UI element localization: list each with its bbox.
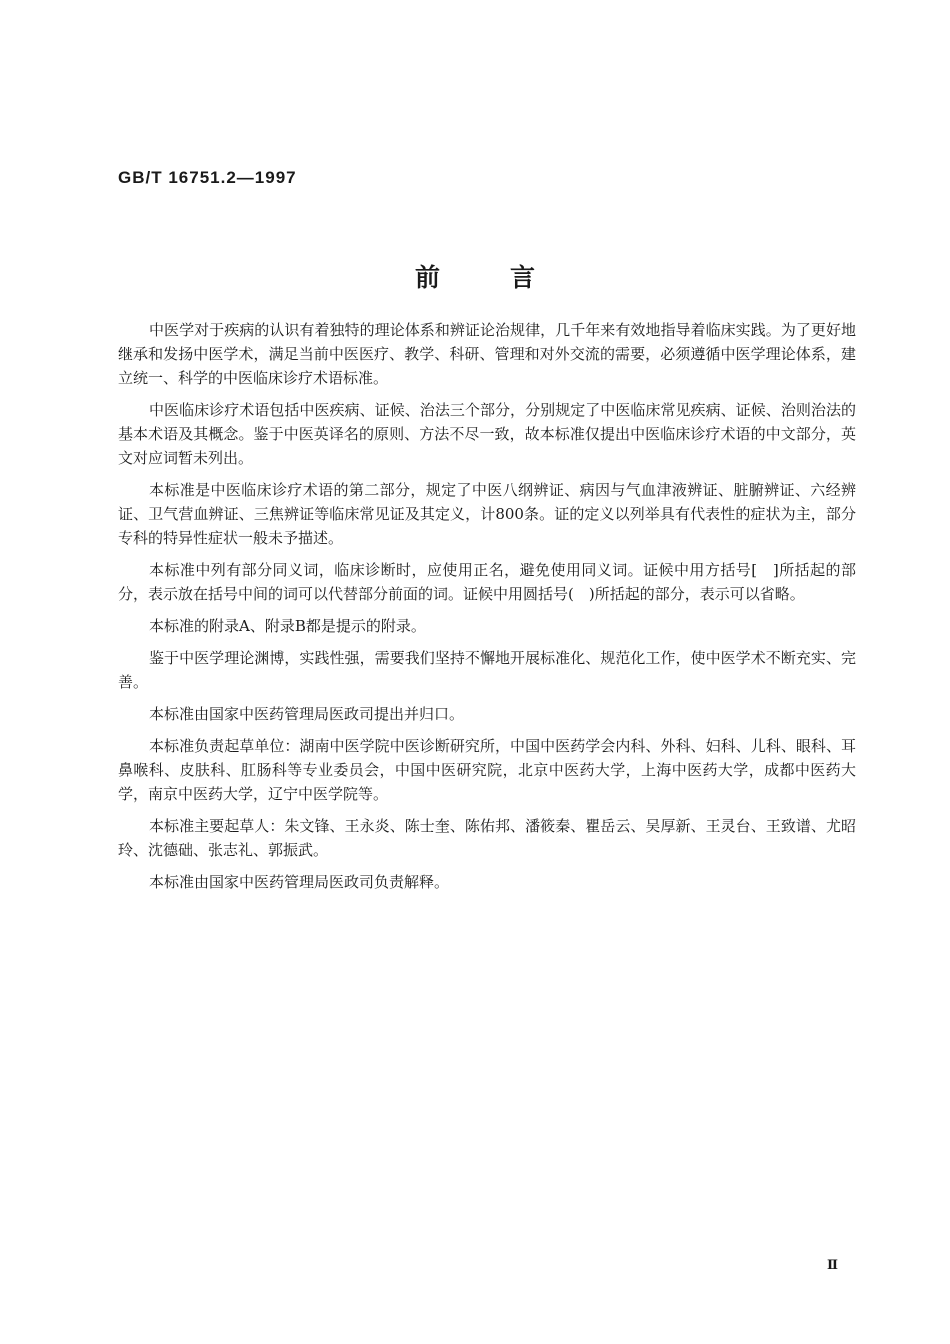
paragraph: 本标准是中医临床诊疗术语的第二部分，规定了中医八纲辨证、病因与气血津液辨证、脏腑辨证、六经辨证、卫气营血辨证、三焦辨证等临床常见证及其定义，计800条。证的定义以列举具有代表性的症状为主，部分专科的特异性症状一般未予描述。: [118, 481, 856, 547]
paragraph: 本标准主要起草人：朱文锋、王永炎、陈士奎、陈佑邦、潘筱秦、瞿岳云、吴厚新、王灵台、王致谱、尤昭玲、沈德础、张志礼、郭振武。: [118, 817, 856, 859]
standard-code: GB/T 16751.2—1997: [118, 168, 297, 187]
page-number: Ⅱ: [827, 1258, 838, 1273]
paragraph: 中医临床诊疗术语包括中医疾病、证候、治法三个部分，分别规定了中医临床常见疾病、证候、治则治法的基本术语及其概念。鉴于中医英译名的原则、方法不尽一致，故本标准仅提出中医临床诊疗术语的中文部分，英文对应词暂未列出。: [118, 401, 856, 467]
page-title: 前言: [414, 263, 605, 292]
paragraph: 鉴于中医学理论渊博，实践性强，需要我们坚持不懈地开展标准化、规范化工作，使中医学术不断充实、完善。: [118, 649, 856, 691]
paragraph: 本标准中列有部分同义词，临床诊断时，应使用正名，避免使用同义词。证候中用方括号[ ]所括起的部分，表示放在括号中间的词可以代替部分前面的词。证候中用圆括号( )所括起的部分，表示可以省略。: [118, 561, 856, 603]
foreword-body: [118, 318, 856, 902]
paragraph: 中医学对于疾病的认识有着独特的理论体系和辨证论治规律，几千年来有效地指导着临床实践。为了更好地继承和发扬中医学术，满足当前中医医疗、教学、科研、管理和对外交流的需要，必须遵循中医学理论体系，建立统一、科学的中医临床诊疗术语标准。: [118, 321, 856, 387]
paragraph: 本标准由国家中医药管理局医政司提出并归口。: [149, 705, 465, 723]
paragraph: 本标准由国家中医药管理局医政司负责解释。: [149, 873, 450, 891]
paragraph: 本标准的附录A、附录B都是提示的附录。: [149, 617, 426, 635]
paragraph: 本标准负责起草单位：湖南中医学院中医诊断研究所，中国中医药学会内科、外科、妇科、儿科、眼科、耳鼻喉科、皮肤科、肛肠科等专业委员会，中国中医研究院，北京中医药大学，上海中医药大学，成都中医药大学，南京中医药大学，辽宁中医学院等。: [118, 737, 856, 803]
